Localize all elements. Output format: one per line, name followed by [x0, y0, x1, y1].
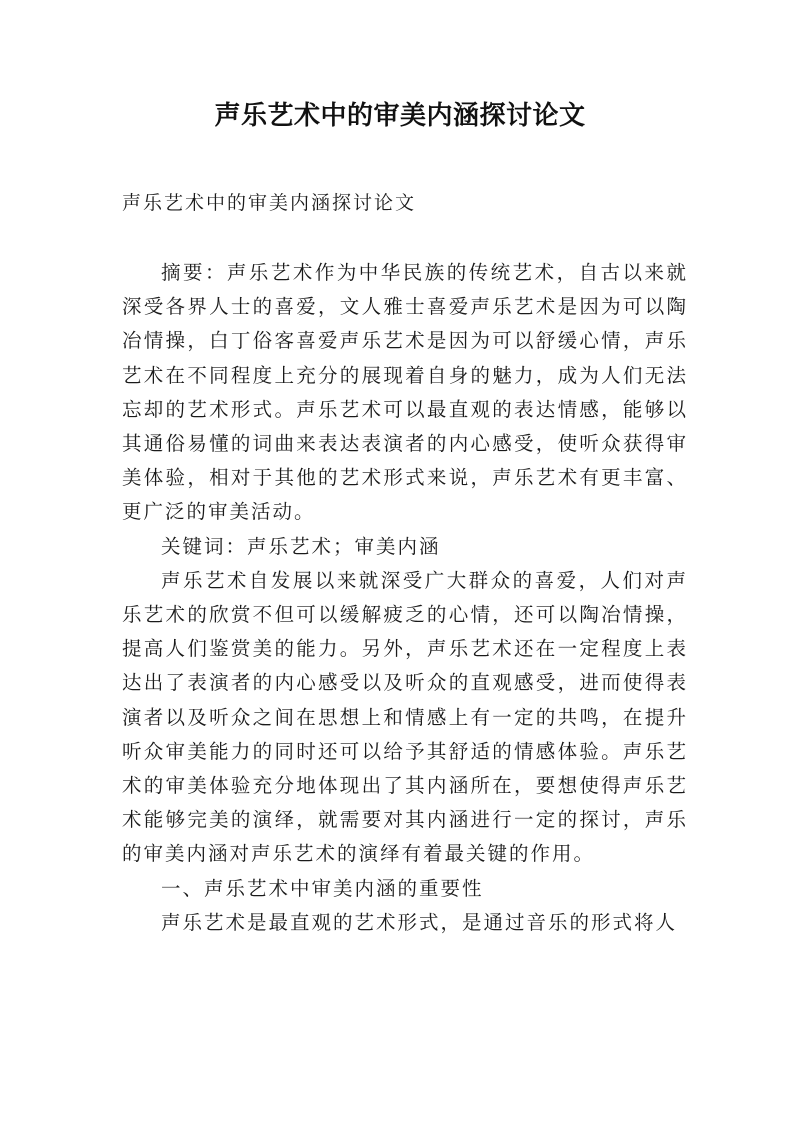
section-paragraph: 声乐艺术是最直观的艺术形式，是通过音乐的形式将人: [161, 910, 678, 934]
keywords-paragraph: 关键词：声乐艺术；审美内涵: [161, 534, 441, 558]
intro-paragraph: 声乐艺术自发展以来就深受广大群众的喜爱，人们对声乐艺术的欣赏不但可以缓解疲乏的心情，还可以陶冶情操，提高人们鉴赏美的能力。另外，声乐艺术还在一定程度上表达出了表演者的内心感受以及听众的直观感受，进而使得表演者以及听众之间在思想上和情感上有一定的共鸣，在提升听众审美能力的同时还可以给予其舒适的情感体验。声乐艺术的审美体验充分地体现出了其内涵所在，要想使得声乐艺术能够完美的演绎，就需要对其内涵进行一定的探讨，声乐的审美内涵对声乐艺术的演绎有着最关键的作用。: [122, 568, 688, 866]
document-subtitle: 声乐艺术中的审美内涵探讨论文: [122, 192, 417, 214]
section-heading: 一、声乐艺术中审美内涵的重要性: [161, 876, 484, 900]
document-body: [122, 256, 688, 940]
document-title: 声乐艺术中的审美内涵探讨论文: [214, 101, 586, 131]
abstract-paragraph: 摘要：声乐艺术作为中华民族的传统艺术，自古以来就深受各界人士的喜爱，文人雅士喜爱声乐艺术是因为可以陶冶情操，白丁俗客喜爱声乐艺术是因为可以舒缓心情，声乐艺术在不同程度上充分的展现着自身的魅力，成为人们无法忘却的艺术形式。声乐艺术可以最直观的表达情感，能够以其通俗易懂的词曲来表达表演者的内心感受，使听众获得审美体验，相对于其他的艺术形式来说，声乐艺术有更丰富、更广泛的审美活动。: [122, 261, 688, 524]
